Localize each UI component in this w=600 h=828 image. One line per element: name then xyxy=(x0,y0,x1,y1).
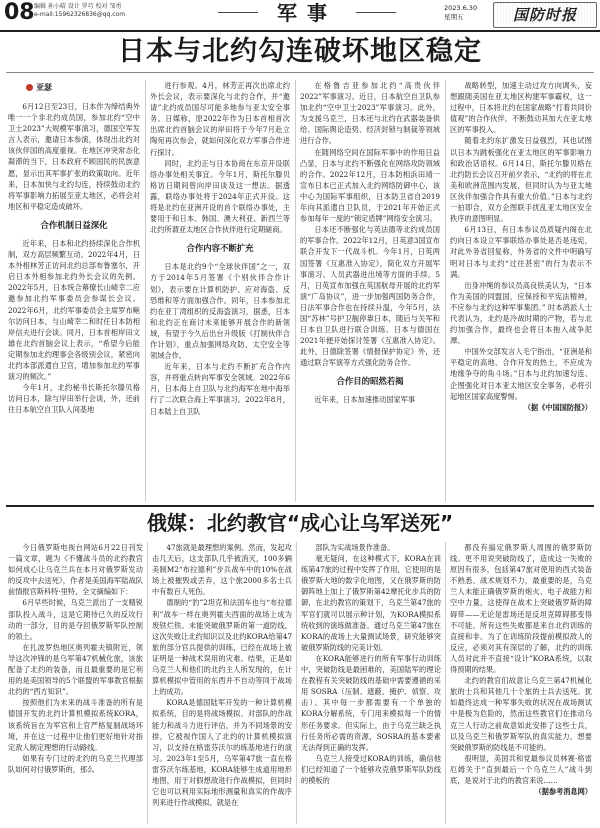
article2-source: （据参考消息网） xyxy=(534,787,592,797)
article2-column-1 xyxy=(8,542,143,824)
column-divider xyxy=(445,80,446,502)
article-separator xyxy=(6,505,594,507)
article1-column-3 xyxy=(300,80,440,502)
paragraph: 按照他们为未来的战斗准备的所有是德国开发的北约计算机模拟系统KORA，该系统旨在为军官和上官严格复制战场环境，并在这一过程中让他们更好地针对指定敌人制定理想的行动路线。 xyxy=(8,698,143,752)
paragraph: 乌克兰人接受过KORA的训练，确信他们已经知道了一个能够攻克俄罗斯军队防线的模板的 xyxy=(301,753,441,785)
paragraph: 6月早些时候，乌克兰派出了一支精锐部队投入战斗，这是它期待已久的反攻行动的一部分，目的是夺回俄罗斯军队控制的领土。 xyxy=(8,598,143,641)
article1-author: 亚瑟 xyxy=(36,82,52,92)
column-divider xyxy=(295,80,296,502)
paragraph: 47旅就是最理想的案例。然而，发起攻击几天后，这支部队几乎被消灭，100多辆美制M2“布拉德利”步兵战车中的10%在战场上被摧毁或丢弃，这个旅2000多名士兵中有数百人死伤。 xyxy=(152,543,292,597)
paragraph: 部队为实战场景作准备。 xyxy=(315,543,395,552)
paragraph: 毫无疑问，在这种模式下，KORA在训练第47旅的过程中发挥了作用，它使用的是俄罗斯大地的数字化地图，又在俄罗斯的防御阵地上加上了俄罗斯第42摩托化步兵的防御，在北约教官的策划下，乌克兰第47旅的军官们就可以展示种计划，为KORA模拟系统收到的演练做准备。通过乌克兰第47旅在KORA的战场上大量测试场景，研究能够突破俄罗斯防线的完美计划。 xyxy=(301,554,441,652)
paragraph: 近年来，日本与北约不断扩充合作内容，并将重点转向军事安全领域。2022年6月，日本海上自卫队与北约海军在地中海举行了二次联合海上军事演习。2022年8月，日本陆上自卫队 xyxy=(150,362,290,416)
paragraph: 进行参观。4月，林芳正再次出席北约外长会议，表示要深化与北约合作，并“邀请”北约成员国尽可能多地参与亚太安全事务。日媒称，原2022年作为日本首相首次出席北约首脑会议的岸田将于今年7月赴立陶宛再次参会，就如何深化双方军事合作进行探讨。 xyxy=(150,81,290,157)
paragraph: 在扎波罗热地区奥列霍夫镇附近，领导这次冲锋的是乌军第47机械化旅，该旅配备了北约的装备，而且最重要的是它利用的是美国领导的5个联盟的军事教官根据北约的“西方知识”。 xyxy=(8,642,143,697)
article1-column-4 xyxy=(450,80,592,502)
column-divider xyxy=(145,80,146,502)
paragraph: 如果有专门过的北约的乌克兰代理部队如何对付俄罗斯的，那么 xyxy=(8,753,143,774)
paragraph: 北约的教官们故意让乌克兰第47机械化旅的士兵和其他几十个旅的士兵去送死。犹如最终达成一种军事失败的状况在战场测试中是极为危险的，然而这些教官们在推动乌克兰人行动之前故意如此安排了这些士兵，以及乌克兰和俄罗斯军队的真实能力，想要突破俄罗斯的防线是不可能的。 xyxy=(450,676,592,752)
paragraph: 同时，北约正与日本协商在东京开设联络办事处相关事宜。今年1月，斯托尔滕贝格访日期间曾向岸田谈及这一想法。据透露，联络办事处将于2024年正式开设。这将是北约在亚洲开设的首个联络办事处，主要用于和日本、韩国、澳大利亚、新西兰等北约所谓亚太地区合作伙伴进行定期磋商。 xyxy=(150,158,290,235)
paragraph: 在随网络空间在国际军事中的作用日益凸显，日本与北约不断强化在网络攻防领域的合作。2022年12月，日本防相浜田靖一宣布日本已正式加入北约网络防御中心，该中心为国际军事组织，日本防卫省自2019年向其派遣自卫队员，于2021年开始正式参加每年一度的“锁定盾牌”网络安全演习。 xyxy=(300,147,440,224)
paragraph: 出身冲绳的参议员高良铁美认为，“日本作为美国的同盟国，应保持和平宪法精神，不应参与北约这种军事集团。” 时本鸽派人士代表认为，北约是冷战时期的产物，若与北约加强合作，最终也会将日本拖入战争泥潭。 xyxy=(450,280,592,346)
article1-column-2 xyxy=(150,80,290,502)
article2-headline: 俄媒：北约教官“成心让乌军送死” xyxy=(146,511,454,535)
editors-line: 编辑 孙小晴 设计 罗巧 校对 邹勇 xyxy=(34,3,122,10)
paragraph: 都没有搞定俄罗斯人周围的俄罗斯防线。更不用说突破防线了，造成这一失败的原因有很多，包括第47旅对使用的西式装备不熟悉、战术规划不力，最重要的是，乌克兰人未能正确俄罗斯的炮火、电子战能力和空中力量，这使得在战术上突破俄罗斯的障碍带——无论是雷场还是反坦克障碍都变得不可能。所有这些失败都是来自北约训练的直接和非。为了在训练阶段提前模拟敌人的反应，必须对其有深层的了解，北约的训练人员对此并不直接“设计”KORA系统，以取得预期的结果。 xyxy=(450,543,592,675)
column-divider xyxy=(445,542,446,824)
paragraph: 在格鲁吉亚参加北约“高贵伙伴2022”军事演习。近日，日本航空自卫队参加北约“空中卫士2023”军事演习。此外，为支援乌克兰，日本还与北约在武器装备供给、国际舆论造势、经济封锁与制裁等领域进行合作。 xyxy=(300,81,440,146)
paragraph: 战略转型，加速主动过攻方向调头，妄想跟随美国在亚太地区构建军事霸权，这一过程中，日本将北约在国家战略“打着共同价值观”的合作伙伴，不断鼓动其加大在亚太地区的军事投入。 xyxy=(450,81,592,135)
paragraph: 中国外交部发言人毛宁指出，“亚洲是和平稳定的高地、合作开发的热土，不应成为地缘争夺的角斗场。”日本与北约加速勾连、企图强化对日本亚太地区安全事务，必将引起地区国家高度警惕。 xyxy=(450,347,592,401)
column-divider xyxy=(296,542,297,824)
editors-email: e-mail:15962326836@qq.com xyxy=(34,11,126,18)
issue-date xyxy=(444,4,477,22)
article1-subheading-1: 合作机制日益深化 xyxy=(40,219,108,230)
article1-headline: 日本与北约勾连破坏地区稳定 xyxy=(118,36,482,67)
column-divider xyxy=(147,542,148,824)
editors-info xyxy=(34,3,125,19)
article1-source: （据《中国国防报》） xyxy=(523,402,592,412)
article2-column-2 xyxy=(152,542,292,824)
paragraph: 日本还不断强化与英法德等北约成员国的军事合作。2022年12月，日英意3国宣布联合开发下一代战斗机。今年1月，日英两国签署《互惠准入协定》，简化双方开展军事演习、人员武器进出境等方面的手续。5月，日英宣布加强在英国航母开展的北约军演“广岛协议”，进一步加强两国防务合作，日法军事合作也在持续升温，今年5月，法国“苏林”号护卫舰停靠日本，随后与关军和日本自卫队进行联合训练。日本与德国在2021年便开始探讨签署《互惠准入协定》。此外，日德除签署《情报保护协定》外，还通过联合军演等方式强化防务合作。 xyxy=(300,225,440,368)
paragraph: 在KORA能够进行的所有军事行动训练中，突破防线是最困难的，美国陆军的理论在教程有关突破防线的基础中需要遵循的采用 SOSRA（压制、遮蔽、掩护、侦察、攻击）。其中每一步都需要有一个单独的KORA分解系统，专门用来模拟每一个的情形任务要求。但实际上，由于乌克兰缺乏执行任务所必需的资源，SOSRA的基本要素无法得到正确的发挥。 xyxy=(301,653,441,752)
byline-dot-icon xyxy=(26,84,33,91)
article1-subheading-2: 合作内容不断扩充 xyxy=(186,243,254,254)
newspaper-logo-text: 国防时报 xyxy=(512,6,577,24)
article1-column-1 xyxy=(8,80,140,502)
section-title: 军事 xyxy=(262,1,352,25)
masthead xyxy=(0,0,600,32)
article1-byline xyxy=(26,81,140,93)
paragraph: 近年来，日本加速推动国家军事 xyxy=(314,395,416,405)
paragraph: 德制的“豹”2坦克和法国车也与“布拉德利”战车一样在奥列霍夫西面的战场上成为废铁烂铁。未能突破俄罗斯的第一道防线，这次失败让北约知识以及北约KORA给第47旅的部分官兵提供的训练，已经在战场上被证明是一种战术误用的灾难。结果，正是如乌克兰人和他们的北约主人所发现的，在计算机模拟中管用的东西并不自动等同于战场上的成功。 xyxy=(152,598,292,697)
paragraph: 随着北约东扩激发日益强烈，其也试图以日本为跳板强化在亚太地区的军事影响力和政治话语权。6月14日，斯托尔滕贝格在北约防长会议召开前夕表示，“北约的将在北美和欧洲范围内发展，但同时认为与亚太地区伙伴加强合作具有重大价值。”日本与北约一拍即合，双方企图联手扰乱亚太地区安全秩序的意图明显。 xyxy=(450,136,592,224)
paragraph: 6月13日，有日本参议员质疑内阁在北约向日本设立军事联络办事处是否是违宪，对此外务省回复称，外务省的文件中明确写明对日本与北约“过往甚密”的行为表示不满。 xyxy=(450,225,592,279)
paragraph: 6月12日至23日，日本作为缔结典外唯一一个非北约成员国，参加北约“空中卫士2023”大规模军事演习，德国空军发言人表示，邀请日本参演，体现出北约对该伙伴国的高度重视。在地区冲突常态化凝滞的当下，日本政府不顾国民的民族意愿，显示出其军事扩张的政策取向。近年来，日本加快与北约勾连，持续鼓动北约将军事影响力拓展至亚太地区，必将会对地区和平稳定造成破坏。 xyxy=(8,102,140,211)
paragraph: 很明显，美国共和党最参议员林赛·格雷厄姆关于“直到最后一个乌克兰人”战斗到底，是说对于北约的教官来说…… xyxy=(450,753,592,785)
article2-column-4 xyxy=(450,542,592,824)
paragraph: 日本是北约9个“全球伙伴国”之一，双方于2014年5月签署《个别伙伴合作计划》，表示要在计算机防护、应对海盗、反恐维和等方面加强合作。同年，日本参加北约在亚丁湾组织的反海盗演习，据悉，日本和北约正在商讨未来能够开展合作的新领域，有望于今久后出台升级版《打制伙伴合作计划》，重点加强网络攻防、太空安全等领域合作。 xyxy=(150,262,290,361)
divider xyxy=(6,72,594,73)
paragraph: 近年来，日本和北约持续深化合作机制，双方高层频繁互动。2022年4月，日本外相林芳正访问北约总部布鲁塞尔，开启日本外相参加北约外长会议的先例。2022年5月，日本统合幕僚长山崎幸二应邀参加北约军事委员会参谋长会议。2022年6月，北约军事委员会主席罗布鲍尔访问日本，与山崎幸二和时任日本防相岸信夫进行会谈。同月，日本首相岸田文雄在北约首脑会议上表示，“希望今后能定期参加北约理事会各级别会议，紧密向北约本部派遣自卫官，增加参加北约军事演习的频次。” xyxy=(8,238,140,382)
issue-weekday: 星期五 xyxy=(444,13,464,21)
article1-subheading-3: 合作目的昭然若揭 xyxy=(336,376,404,387)
page-number: 08 xyxy=(4,0,35,25)
newspaper-logo xyxy=(493,2,597,28)
article2-column-3 xyxy=(301,542,441,824)
paragraph: KORA是德国陆军开发的一种计算机模拟系统，目的是将战场模拟、对部队的作战能力和战斗力进行评估，并为不同场景的安排，它被视作国人了北约的计算机模拟演习，以支持在格雷芬沃尔的练基地进行的演习。2023年1至5月，乌军第47旅一直在格雷芬沃尔练基地，KORA能够生成道用地形地图，用于对假想敌进行作战模拟，但同时它也可以利用实际地形测量和真实的作战序列来进行作战模拟。就是在 xyxy=(152,698,292,808)
paragraph: 今年1月，北约秘书长斯托尔滕贝格访问日本，除与岸田举行会谈，外，还前往日本航空自卫队入间基地 xyxy=(8,383,140,415)
paragraph: 今日俄罗斯电视台网站6月22日刊发一篇文章，题为《不懂战斗员的北约教官如何成心让乌克兰兵在本月对俄罗斯发动的反攻中去送死》，作者是美国海军陆战队前情报官斯科特·里特，全文摘编如下： xyxy=(8,543,143,597)
issue-date-line: 2023.6.30 xyxy=(444,4,478,12)
